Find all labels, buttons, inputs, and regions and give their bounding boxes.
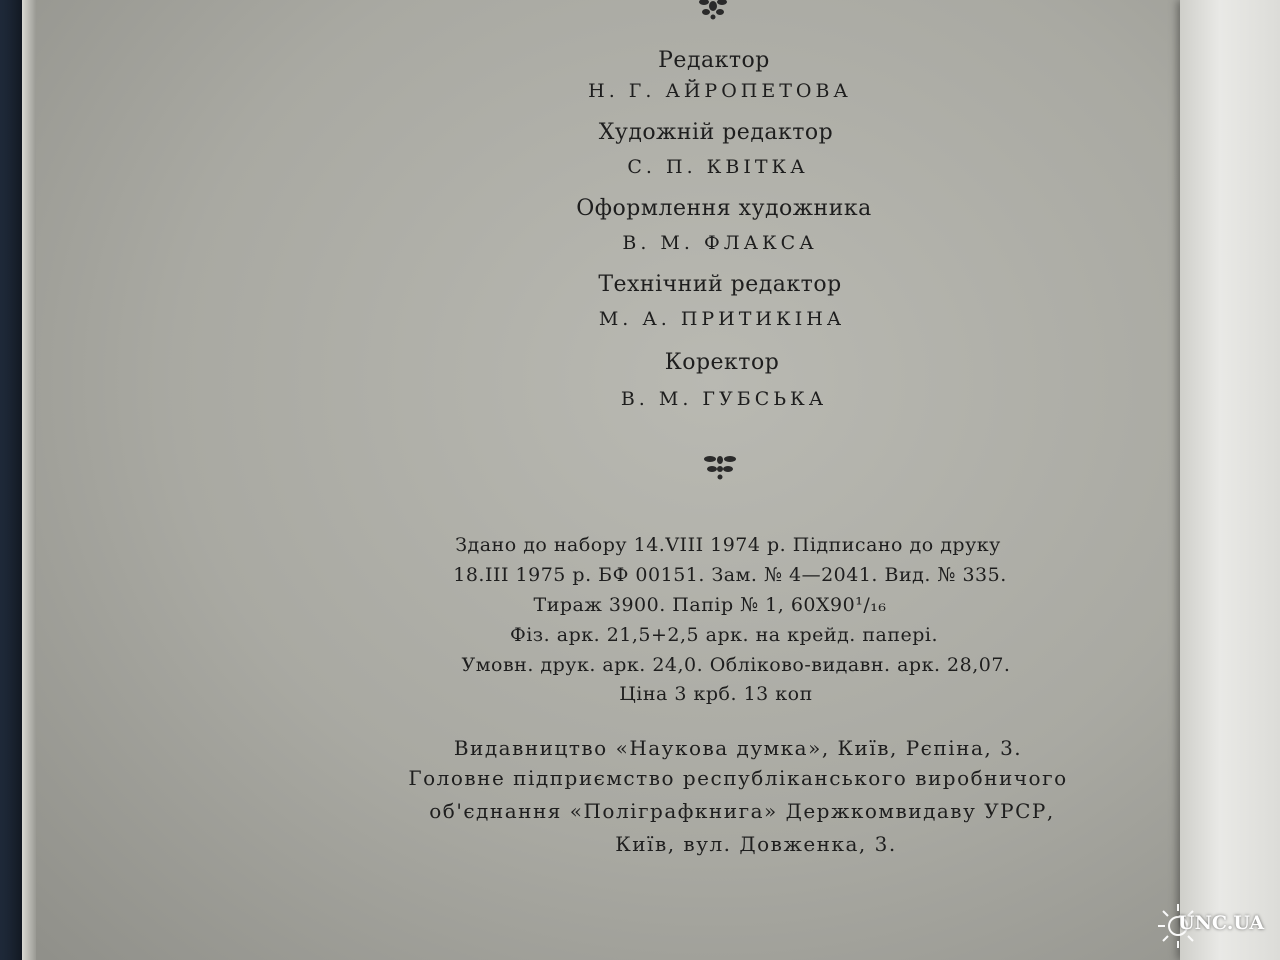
- credit-person-editor: Н. Г. АЙРОПЕТОВА: [588, 80, 852, 102]
- watermark-text: UNC.UA: [1178, 912, 1265, 934]
- credit-role-proofreader: Коректор: [664, 350, 780, 375]
- credit-person-proofreader: В. М. ГУБСЬКА: [620, 388, 828, 410]
- floral-ornament-icon: [700, 450, 740, 480]
- publisher-line-2: Головне підприємство республіканського виробничого: [408, 766, 1068, 790]
- imprint-line-4: Фіз. арк. 21,5+2,5 арк. на крейд. папері.: [509, 624, 939, 646]
- credit-person-art-editor: С. П. КВІТКА: [627, 156, 809, 178]
- credit-role-editor: Редактор: [658, 48, 770, 73]
- credit-role-tech-editor: Технічний редактор: [598, 272, 842, 297]
- credit-person-tech-editor: М. А. ПРИТИКІНА: [598, 308, 846, 330]
- imprint-line-3: Тираж 3900. Папір № 1, 60Х90¹/₁₆: [533, 594, 887, 616]
- credit-role-art-editor: Художній редактор: [598, 120, 834, 145]
- imprint-line-5: Умовн. друк. арк. 24,0. Обліково-видавн. арк. 28,07.: [461, 654, 1011, 676]
- publisher-line-4: Київ, вул. Довженка, 3.: [615, 832, 897, 856]
- page-edge: [22, 0, 36, 960]
- publisher-line-3: об'єднання «Поліграфкнига» Держкомвидаву УРСР,: [429, 799, 1055, 823]
- imprint-price: Ціна 3 крб. 13 коп: [619, 683, 813, 705]
- imprint-line-2: 18.III 1975 р. БФ 00151. Зам. № 4—2041. Вид. № 335.: [453, 564, 1007, 586]
- credit-person-design: В. М. ФЛАКСА: [622, 232, 818, 254]
- publisher-line-1: Видавництво «Наукова думка», Київ, Рєпіна, 3.: [453, 736, 1023, 760]
- floral-ornament-icon: [693, 0, 733, 22]
- credit-role-design: Оформлення художника: [576, 196, 872, 221]
- imprint-line-1: Здано до набору 14.VIII 1974 р. Підписано до друку: [455, 534, 1001, 556]
